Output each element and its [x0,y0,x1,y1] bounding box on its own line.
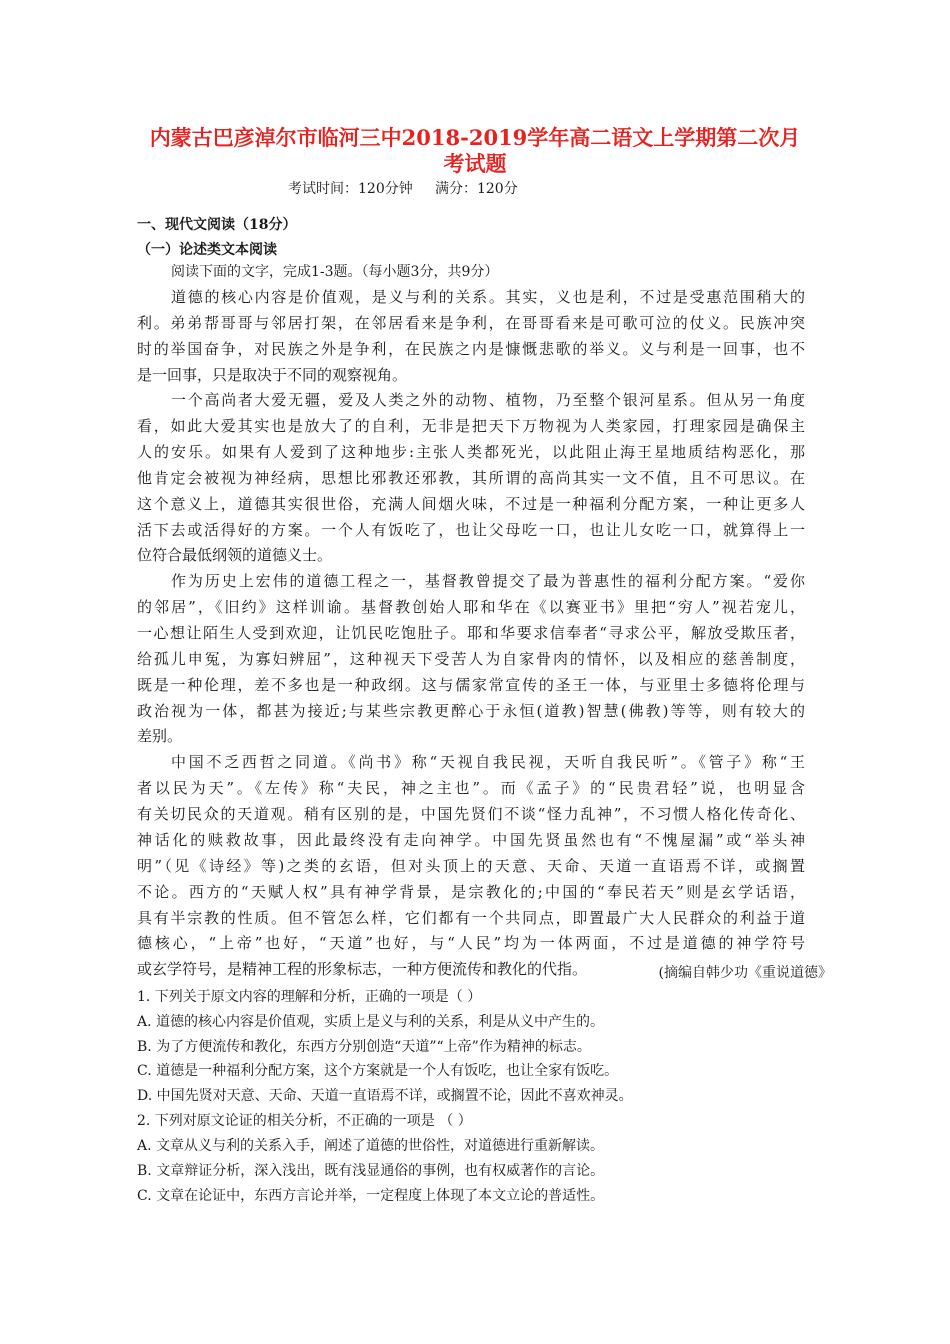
paragraph-line: 道德的核心内容是价值观，是义与利的关系。其实，义也是利，不过是受惠范围稍大的 [171,288,805,306]
paragraph-line: 具有半宗教的性质。但不管怎么样，它们都有一个共同点，即置最广大人民群众的利益于道 [137,909,805,927]
option-d: D. 中国先贤对天意、天命、天道一直语焉不详，或搁置不论，因此不喜欢神灵。 [137,1088,633,1104]
paragraph-line: 神话化的赎救故事，因此最终没有走向神学。中国先贤虽然也有“不愧屋漏”或“举头神 [137,831,805,849]
paragraph-line: 时的举国奋争，对民族之外是争利，在民族之内是慷慨悲歌的举义。义与利是一回事，也不 [137,340,805,358]
question-stem: 1. 下列关于原文内容的理解和分析，正确的一项是（ ） [137,989,482,1005]
paragraph-line: 德核心，“上帝”也好，“天道”也好，与“人民”均为一体两面，不过是道德的神学符号 [137,934,805,952]
paragraph-line: 利。弟弟帮哥哥与邻居打架，在邻居看来是争利，在哥哥看来是可歌可泣的仗义。民族冲突 [137,314,805,332]
paragraph-line: 给孤儿申冤，为寡妇辨屈”，这种视天下受苦人为自家骨肉的情怀，以及相应的慈善制度， [137,650,805,668]
option-c: C. 文章在论证中，东西方言论并举，一定程度上体现了本文立论的普适性。 [137,1188,605,1204]
paragraph-line: 人的安乐。如果有人爱到了这种地步:主张人类都死光，以此阻止海王星地质结构恶化，那 [137,443,805,461]
paragraph-line: 一心想让陌生人受到欢迎，让饥民吃饱肚子。耶和华要求信奉者“寻求公平，解放受欺压者， [137,624,805,642]
paragraph-line: 中国不乏西哲之同道。《尚书》称“天视自我民视，天听自我民听”。《管子》称“王 [171,753,805,771]
paragraph-line: 是一回事，只是取决于不同的观察视角。 [137,366,408,384]
document-title-line-2: 考试题 [443,151,507,176]
option-b: B. 文章辩证分析，深入浅出，既有浅显通俗的事例，也有权威著作的言论。 [137,1163,605,1179]
paragraph-line: 或玄学符号，是精神工程的形象标志，一种方便流传和教化的代指。 [137,960,588,978]
option-b: B. 为了方便流传和教化，东西方分别创造“天道”“上帝”作为精神的标志。 [137,1039,591,1055]
paragraph-line: 这个意义上，道德其实很世俗，充满人间烟火味，不过是一种福利分配方案，一种让更多人 [137,495,805,513]
paragraph-line: 位符合最低纲领的道德义士。 [137,546,333,564]
paragraph-line: 他肯定会被视为神经病，思想比邪教还邪教，其所谓的高尚其实一文不值，且不可思议。在 [137,469,805,487]
paragraph-line: 一个高尚者大爱无疆，爱及人类之外的动物、植物，乃至整个银河星系。但从另一角度 [171,391,805,409]
paragraph-line: 者以民为天”。《左传》称“夫民，神之主也”。而《孟子》的“民贵君轻”说，也明显含 [137,779,805,797]
option-a: A. 道德的核心内容是价值观，实质上是义与利的关系，利是从义中产生的。 [137,1014,605,1030]
section-heading: 一、现代文阅读（18分） [137,217,297,233]
source-citation: (摘编自韩少功《重说道德》 [658,965,832,981]
paragraph-line: 看，如此大爱其实也是放大了的自利，无非是把天下万物视为人类家园，打理家园是确保主 [137,417,805,435]
subsection-heading: （一）论述类文本阅读 [137,242,277,258]
document-title-line-1: 内蒙古巴彦淖尔市临河三中2018-2019学年高二语文上学期第二次月 [149,125,801,150]
paragraph-line: 活下去或活得好的方案。一个人有饭吃了，也让父母吃一口，也让儿女吃一口，就算得上一 [137,521,805,539]
paragraph-line: 政治视为一体，都甚为接近;与某些宗教更醉心于永恒(道教)智慧(佛教)等等，则有较大的 [137,702,805,720]
question-stem: 2. 下列对原文论证的相关分析，不正确的一项是 （ ） [137,1113,472,1129]
paragraph-line: 的邻居”，《旧约》这样训谕。基督教创始人耶和华在《以赛亚书》里把“穷人”视若宠儿， [137,598,805,616]
paragraph-line: 既是一种伦理，差不多也是一种政纲。这与儒家常宣传的圣王一体，与亚里士多德将伦理与 [137,676,805,694]
instruction: 阅读下面的文字，完成1-3题。（每小题3分，共9分） [171,264,499,280]
option-c: C. 道德是一种福利分配方案，这个方案就是一个人有饭吃，也让全家有饭吃。 [137,1063,619,1079]
paragraph-line: 作为历史上宏伟的道德工程之一，基督教曾提交了最为普惠性的福利分配方案。“爱你 [171,572,805,590]
exam-info: 考试时间：120分钟 满分：120分 [288,181,518,197]
paragraph-line: 不论。西方的“天赋人权”具有神学背景，是宗教化的;中国的“奉民若天”则是玄学话语， [137,883,805,901]
paragraph-line: 明”（见《诗经》等)之类的玄语，但对头顶上的天意、天命、天道一直语焉不详，或搁置 [137,857,805,875]
paragraph-line: 差别。 [137,727,183,745]
paragraph-line: 有关切民众的天道观。稍有区别的是，中国先贤们不谈“怪力乱神”，不习惯人格化传奇化、 [137,805,805,823]
option-a: A. 文章从义与利的关系入手，阐述了道德的世俗性，对道德进行重新解读。 [137,1138,605,1154]
